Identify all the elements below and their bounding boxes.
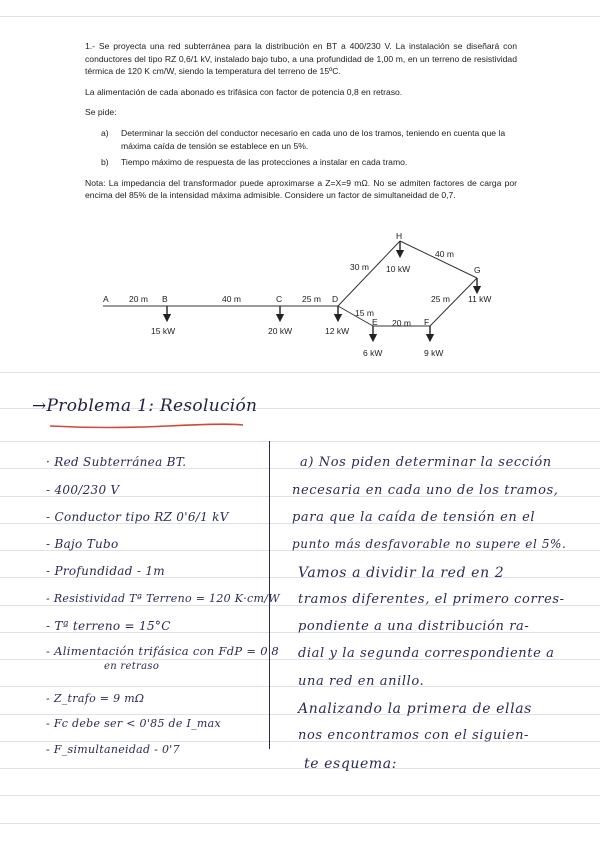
load-f: 9 kW: [424, 348, 444, 358]
resolution-line: para que la caída de tensión en el: [292, 510, 536, 525]
load-h: 10 kW: [386, 264, 411, 274]
ask-marker: a): [101, 127, 109, 138]
load-d: 12 kW: [325, 326, 350, 336]
page-rule: [0, 441, 600, 442]
page-rule: [0, 372, 600, 373]
ask-item: [101, 156, 517, 169]
resolution-line: necesaria en cada uno de los tramos,: [292, 483, 559, 498]
resolution-line: nos encontramos con el siguien-: [298, 728, 530, 743]
data-item: - 400/230 V: [46, 483, 120, 497]
node-label-g: G: [474, 265, 481, 275]
length-ab: 20 m: [129, 294, 148, 304]
problem-statement: [85, 40, 517, 210]
node-label-b: B: [162, 294, 168, 304]
page-rule: [0, 768, 600, 769]
ask-marker: b): [101, 157, 109, 168]
data-item: · Red Subterránea BT.: [46, 455, 187, 469]
resolution-line: a) Nos piden determinar la sección: [300, 455, 552, 470]
node-label-f: F: [424, 317, 430, 327]
load-c: 20 kW: [268, 326, 293, 336]
resolution-line: tramos diferentes, el primero corres-: [298, 592, 565, 607]
data-item: - Bajo Tubo: [46, 537, 119, 551]
resolution-line: te esquema:: [304, 756, 398, 772]
data-item: - F_simultaneidad - 0'7: [46, 743, 180, 756]
line-h-g: [400, 241, 477, 278]
handwritten-title: →Problema 1: Resolución: [32, 396, 258, 416]
node-label-d: D: [332, 294, 339, 304]
length-dh: 30 m: [350, 262, 369, 272]
asks-list: [85, 127, 517, 169]
load-g: 11 kW: [468, 294, 492, 304]
ask-text: Tiempo máximo de respuesta de las protecciones a instalar en cada tramo.: [121, 157, 408, 168]
resolution-line: Analizando la primera de ellas: [298, 701, 532, 717]
node-label-e: E: [372, 317, 378, 327]
data-item: - Fc debe ser < 0'85 de I_max: [46, 717, 222, 730]
data-item: - Profundidad - 1m: [46, 564, 165, 578]
node-label-c: C: [276, 294, 283, 304]
data-item: - Resistividad Tª Terreno = 120 K·cm/W: [46, 592, 280, 605]
node-label-h: H: [396, 231, 403, 241]
ask-item: [101, 127, 517, 152]
resolution-line: pondiente a una distribución ra-: [298, 619, 530, 634]
statement-paragraph: 1.- Se proyecta una red subterránea para la distribución en BT a 400/230 V. La instalación se diseñará con conductores del tipo RZ 0,6/1 kV, instalado bajo tubo, a una profundidad de 1,00 m, en un terreno de resistividad térmica de 120 K cm/W, siendo la temperatura del terreno de 15ºC.: [85, 41, 517, 77]
node-label-a: A: [103, 294, 109, 304]
data-item: en retraso: [104, 661, 160, 672]
length-cd: 25 m: [302, 294, 321, 304]
page-rule: [0, 795, 600, 796]
resolution-line: Vamos a dividir la red en 2: [298, 565, 505, 581]
page-rule: [0, 823, 600, 824]
data-item: - Z_trafo = 9 mΩ: [46, 692, 145, 705]
length-gf: 25 m: [431, 294, 450, 304]
resolution-line: punto más desfavorable no supere el 5%.: [292, 537, 567, 551]
data-item: - Conductor tipo RZ 0'6/1 kV: [46, 510, 229, 524]
page-rule: [0, 16, 600, 17]
supply-paragraph: La alimentación de cada abonado es trifásica con factor de potencia 0,8 en retraso.: [85, 86, 403, 97]
asks-intro: Se pide:: [85, 107, 117, 118]
resolution-line: una red en anillo.: [298, 674, 425, 689]
network-diagram: [0, 222, 600, 367]
load-b: 15 kW: [151, 326, 176, 336]
length-ef: 20 m: [392, 318, 411, 328]
length-hg: 40 m: [435, 249, 454, 259]
data-item: - Tª terreno = 15°C: [46, 619, 171, 633]
data-item: - Alimentación trifásica con FdP = 0'8: [46, 644, 279, 658]
ask-text: Determinar la sección del conductor necesario en cada uno de los tramos, teniendo en cuenta que la máxima caída de tensión se establece en un 5%.: [121, 127, 506, 151]
length-bc: 40 m: [222, 294, 241, 304]
length-de: 15 m: [355, 308, 374, 318]
resolution-line: dial y la segunda correspondiente a: [298, 646, 555, 661]
title-underline: [48, 422, 248, 430]
load-e: 6 kW: [363, 348, 383, 358]
note-paragraph: Nota: La impedancia del transformador puede aproximarse a Z=X=9 mΩ. No se admiten factores de carga por encima del 85% de la intensidad máxima admisible. Considere un factor de simultaneidad de 0,7.: [85, 177, 517, 201]
